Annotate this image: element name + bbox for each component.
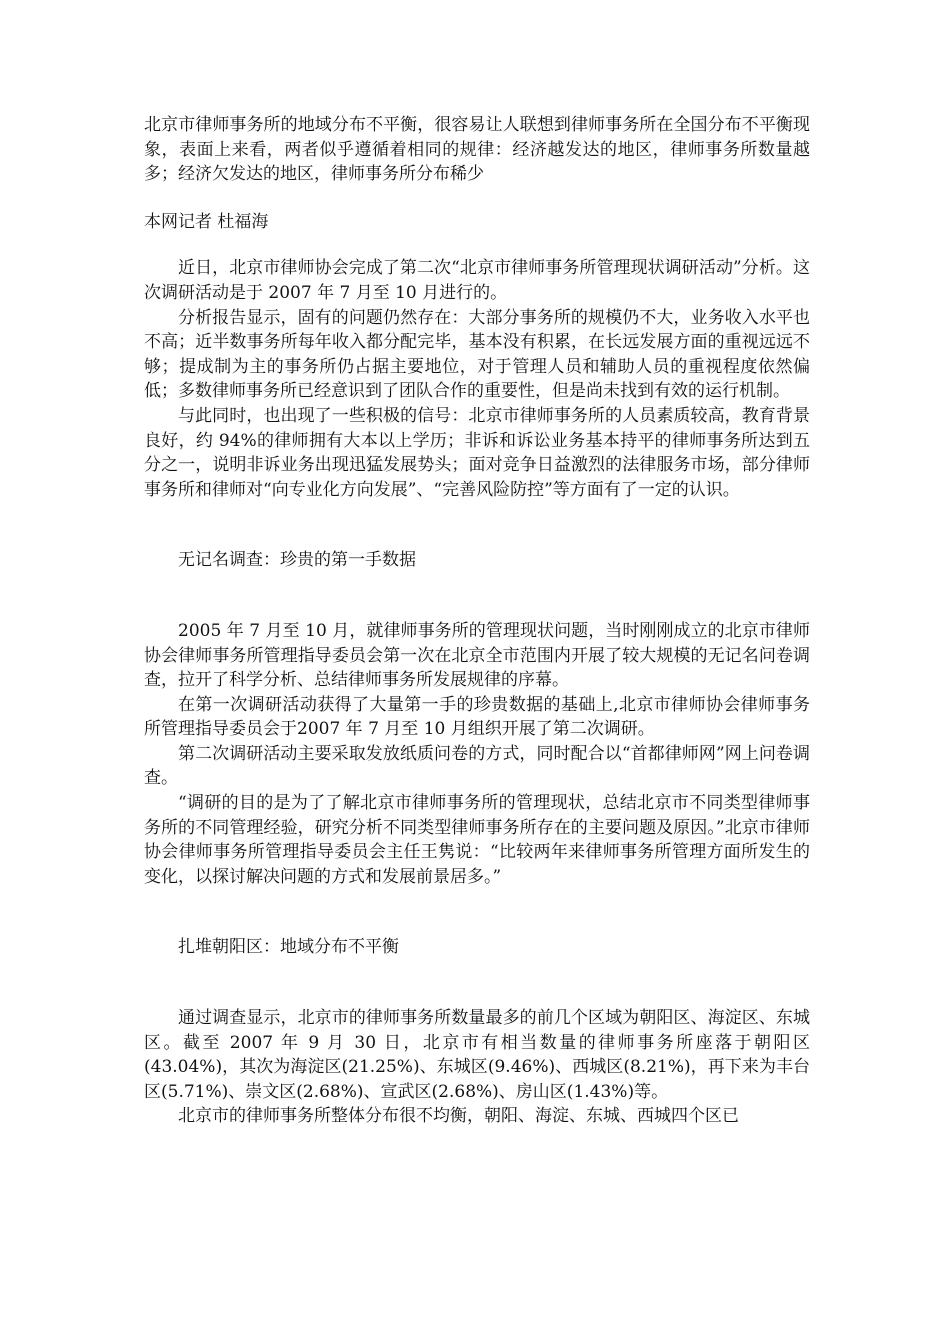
section1-paragraph-3: 第二次调研活动主要采取发放纸质问卷的方式，同时配合以“首都律师网”网上问卷调查。 bbox=[144, 743, 810, 789]
intro-paragraph-1: 近日，北京市律师协会完成了第二次“北京市律师事务所管理现状调研活动”分析。这次调研活动是于 2007 年 7 月至 10 月进行的。 bbox=[144, 258, 810, 303]
section-heading-2: 扎堆朝阳区：地域分布不平衡 bbox=[178, 937, 399, 958]
lead-summary: 北京市律师事务所的地域分布不平衡，很容易让人联想到律师事务所在全国分布不平衡现象，表面上来看，两者似乎遵循着相同的规律：经济越发达的地区，律师事务所数量越多；经济欠发达的地区，律师事务所分布稀少 bbox=[144, 115, 810, 185]
section1-paragraph-1: 2005 年 7 月至 10 月，就律师事务所的管理现状问题，当时刚刚成立的北京市律师协会律师事务所管理指导委员会第一次在北京全市范围内开展了较大规模的无记名问卷调查，拉开了科学分析、总结律师事务所发展规律的序幕。 bbox=[144, 620, 810, 691]
spacer bbox=[144, 960, 810, 1006]
section1-paragraph-2: 在第一次调研活动获得了大量第一手的珍贵数据的基础上,北京市律师协会律师事务所管理指导委员会于2007 年 7 月至 10 月组织开展了第二次调研。 bbox=[144, 694, 810, 740]
intro-paragraph-2: 分析报告显示，固有的问题仍然存在：大部分事务所的规模仍不大，业务收入水平也不高；近半数事务所每年收入都分配完毕，基本没有积累，在长远发展方面的重视远远不够；提成制为主的事务所仍占据主要地位，对于管理人员和辅助人员的重视程度依然偏低；多数律师事务所已经意识到了团队合作的重要性，但是尚未找到有效的运行机制。 bbox=[144, 307, 810, 402]
spacer bbox=[144, 889, 810, 935]
byline: 本网记者 杜福海 bbox=[144, 211, 269, 232]
intro-paragraph-3: 与此同时，也出现了一些积极的信号：北京市律师事务所的人员素质较高，教育背景良好，约 94%的律师拥有大本以上学历；非诉和诉讼业务基本持平的律师事务所达到五分之一，说明非诉业务出现迅猛发展势头；面对竞争日益激烈的法律服务市场，部分律师事务所和律师对“向专业化方向发展”、“完善风险防控”等方面有了一定的认识。 bbox=[144, 405, 810, 500]
document-page bbox=[144, 113, 810, 1129]
spacer bbox=[144, 573, 810, 619]
section2-paragraph-1: 通过调查显示，北京市的律师事务所数量最多的前几个区域为朝阳区、海淀区、东城区。截至 2007 年 9 月 30 日，北京市有相当数量的律师事务所座落于朝阳区(43.04%)，其次为海淀区(21.25%)、东城区(9.46%)、西城区(8.21%)，再下来为丰台区(5.71%)、崇文区(2.68%)、宣武区(2.68%)、房山区(1.43%)等。 bbox=[144, 1008, 810, 1102]
section1-paragraph-4: “调研的目的是为了了解北京市律师事务所的管理现状，总结北京市不同类型律师事务所的不同管理经验，研究分析不同类型律师事务所存在的主要问题及原因。”北京市律师协会律师事务所管理指导委员会主任王隽说：“比较两年来律师事务所管理方面所发生的变化，以探讨解决问题的方式和发展前景居多。” bbox=[144, 793, 810, 887]
section2-paragraph-2: 北京市的律师事务所整体分布很不均衡，朝阳、海淀、东城、西城四个区已 bbox=[178, 1106, 739, 1127]
spacer bbox=[144, 502, 810, 548]
section-heading-1: 无记名调查：珍贵的第一手数据 bbox=[178, 550, 416, 571]
